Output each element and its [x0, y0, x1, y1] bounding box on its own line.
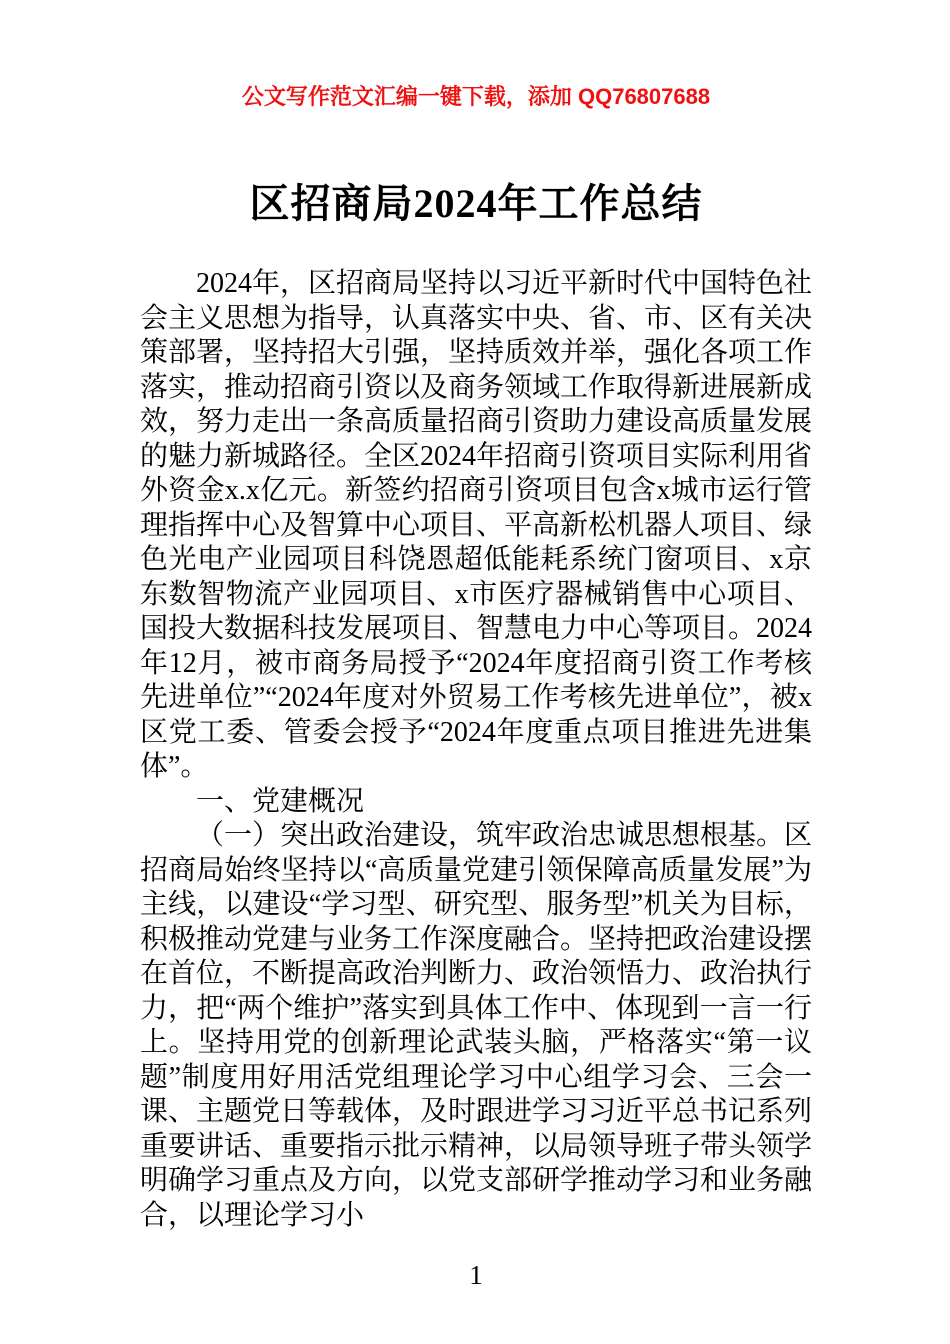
body-paragraph: 2024年，区招商局坚持以习近平新时代中国特色社会主义思想为指导，认真落实中央、省、市、区有关决策部署，坚持招大引强，坚持质效并举，强化各项工作落实，推动招商引资以及商务领域工作取得新进展新成效，努力走出一条高质量招商引资助力建设高质量发展的魅力新城路径。全区2024年招商引资项目实际利用省外资金x.x亿元。新签约招商引资项目包含x城市运行管理指挥中心及智算中心项目、平高新松机器人项目、绿色光电产业园项目科饶恩超低能耗系统门窗项目、x京东数智物流产业园项目、x市医疗器械销售中心项目、国投大数据科技发展项目、智慧电力中心等项目。2024年12月，被市商务局授予“2024年度招商引资工作考核先进单位”“2024年度对外贸易工作考核先进单位”，被x区党工委、管委会授予“2024年度重点项目推进先进集体”。: [140, 268, 813, 782]
section-heading: 一、党建概况: [196, 785, 365, 817]
page-number: 1: [469, 1260, 483, 1290]
body-paragraph: （一）突出政治建设，筑牢政治忠诚思想根基。区招商局始终坚持以“高质量党建引领保障高质量发展”为主线，以建设“学习型、研究型、服务型”机关为目标，积极推动党建与业务工作深度融合。坚持把政治建设摆在首位，不断提高政治判断力、政治领悟力、政治执行力，把“两个维护”落实到具体工作中、体现到一言一行上。坚持用党的创新理论武装头脑，严格落实“第一议题”制度用好用活党组理论学习中心组学习会、三会一课、主题党日等载体，及时跟进学习习近平总书记系列重要讲话、重要指示批示精神，以局领导班子带头领学明确学习重点及方向，以党支部研学推动学习和业务融合，以理论学习小: [140, 820, 813, 1231]
document-title: 区招商局2024年工作总结: [249, 181, 703, 226]
header-notice: 公文写作范文汇编一键下载，添加 QQ76807688: [241, 84, 711, 109]
document-body: [140, 267, 812, 1233]
